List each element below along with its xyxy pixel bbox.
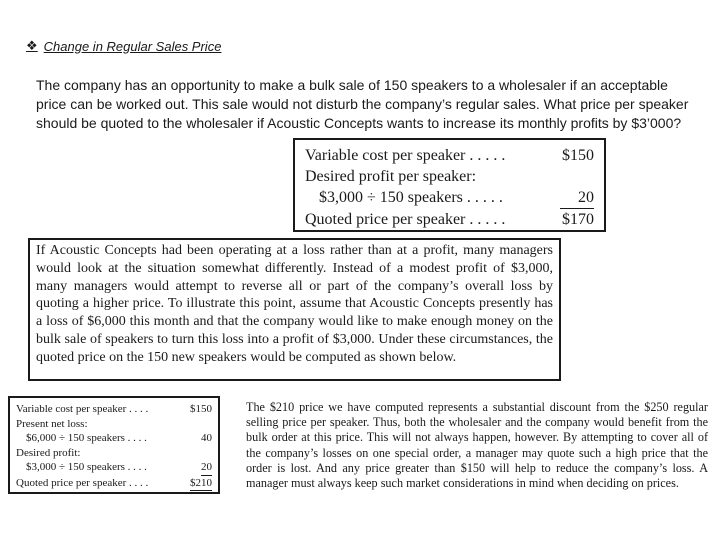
- calc-row-desired: [305, 166, 594, 187]
- calc2-row-profit-formula: [16, 460, 212, 476]
- calc2-variable-label: Variable cost per speaker . . . .: [16, 403, 149, 415]
- calc2-desired-label: Desired profit:: [16, 446, 81, 459]
- quoted-price-label: Quoted price per speaker . . . . .: [305, 211, 506, 228]
- diamond-bullet-icon: ❖: [26, 38, 38, 53]
- heading-text: Change in Regular Sales Price: [43, 38, 222, 54]
- desired-profit-label: Desired profit per speaker:: [305, 168, 477, 185]
- calc2-row-loss-formula: [16, 431, 212, 446]
- calc2-quoted-label: Quoted price per speaker . . . .: [16, 476, 149, 489]
- desired-profit-value: 20: [560, 187, 594, 209]
- calc2-quoted-value: $210: [190, 476, 212, 492]
- calc2-present-loss-label: Present net loss:: [16, 417, 88, 430]
- variable-cost-label: Variable cost per speaker . . . . .: [305, 147, 506, 164]
- calc2-row-present-loss: [16, 417, 212, 432]
- desired-profit-formula: $3,000 ÷ 150 speakers . . . . .: [319, 189, 503, 206]
- calc-row-formula: [305, 187, 594, 209]
- loss-calculation-box: [8, 396, 220, 494]
- discussion-paragraph: The $210 price we have computed represents a substantial discount from the $250 regular selling price per speaker. Thus, both the wholesaler and the company would benefit from the bulk order at this price. This will not always happen, however. By attempting to cover all of the company’s losses on one special order, a manager may quote such a high price that the order is lost. And any price greater than $150 will help to reduce the company’s loss. A manager must always keep such market considerations in mind when deciding on prices.: [246, 400, 708, 491]
- intro-paragraph: The company has an opportunity to make a bulk sale of 150 speakers to a wholesaler if an acceptable price can be worked out. This sale would not disturb the company’s regular sales. What price per speaker should be quoted to the wholesaler if Acoustic Concepts wants to increase its monthly profits by $3’000?: [36, 77, 689, 131]
- calc2-row-variable: [16, 402, 212, 417]
- calc-row-variable: [305, 145, 594, 166]
- calc-row-quoted: [305, 209, 594, 231]
- calc2-profit-formula-value: 20: [201, 460, 212, 476]
- calc2-loss-formula-label: $6,000 ÷ 150 speakers . . . .: [26, 432, 147, 444]
- section-heading: [26, 38, 221, 54]
- variable-cost-value: $150: [562, 147, 594, 164]
- calc2-row-quoted: [16, 476, 212, 492]
- calc2-profit-formula-label: $3,000 ÷ 150 speakers . . . .: [26, 461, 147, 473]
- calc2-variable-value: $150: [190, 403, 212, 415]
- profit-calculation-box: [293, 138, 606, 232]
- quoted-price-value: $170: [560, 209, 594, 231]
- calc2-loss-formula-value: 40: [201, 432, 212, 444]
- calc2-row-desired: [16, 446, 212, 461]
- loss-scenario-paragraph: If Acoustic Concepts had been operating at a loss rather than at a profit, many managers would look at the situation somewhat differently. Instead of a modest profit of $3,000, many managers would attempt to reverse all or part of the company’s overall loss by quoting a higher price. To illustrate this point, assume that Acoustic Concepts presently has a loss of $6,000 this month and that the company would like to make enough money on the bulk sale of speakers to turn this loss into a profit of $3,000. Under these circumstances, the quoted price on the 150 new speakers would be computed as shown below.: [28, 238, 561, 381]
